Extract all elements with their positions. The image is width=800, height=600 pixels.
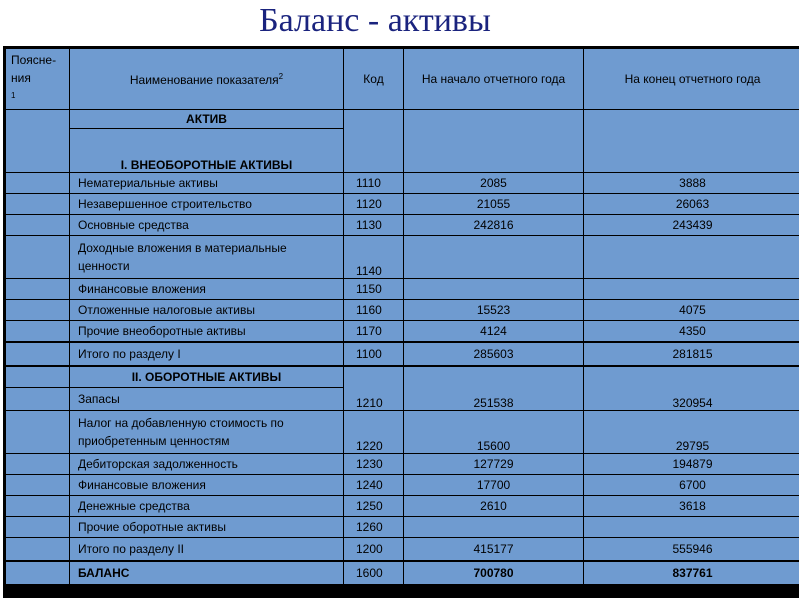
page-title: Баланс - активы — [259, 2, 491, 39]
table-row: Прочие оборотные активы 1260 — [6, 517, 800, 538]
section-asset: АКТИВ — [70, 110, 344, 129]
section-1-title: I. ВНЕОБОРОТНЫЕ АКТИВЫ — [70, 129, 344, 173]
table-row: Отложенные налоговые активы 1160 15523 4075 — [6, 300, 800, 321]
table-row: Нематериальные активы 1110 2085 3888 — [6, 173, 800, 194]
subtotal-row-2: Итого по разделу II 1200 415177 555946 — [6, 538, 800, 562]
balance-sheet-table — [3, 46, 799, 598]
table-row: Финансовые вложения 1150 — [6, 279, 800, 300]
header-end: На конец отчетного года — [584, 49, 800, 110]
header-start: На начало отчетного года — [404, 49, 584, 110]
section-row-2: II. ОБОРОТНЫЕ АКТИВЫ 1210 251538 320954 — [6, 366, 800, 388]
table-row: Налог на добавленную стоимость по приобретенным ценностям 1220 15600 29795 — [6, 411, 800, 454]
table-header — [6, 49, 800, 110]
table-row: Доходные вложения в материальные ценности 1140 — [6, 236, 800, 279]
header-code: Код — [344, 49, 404, 110]
table-row: Финансовые вложения 1240 17700 6700 — [6, 475, 800, 496]
table-row: Незавершенное строительство 1120 21055 26063 — [6, 194, 800, 215]
table-row: Дебиторская задолженность 1230 127729 194879 — [6, 454, 800, 475]
header-name: Наименование показателя$^2$ — [70, 49, 344, 110]
table-row: Прочие внеоборотные активы 1170 4124 4350 — [6, 321, 800, 343]
section-row-asset — [6, 110, 800, 129]
table-row: Основные средства 1130 242816 243439 — [6, 215, 800, 236]
table-row: Денежные средства 1250 2610 3618 — [6, 496, 800, 517]
table-row: Запасы — [6, 388, 800, 411]
total-row: БАЛАНС 1600 700780 837761 — [6, 561, 800, 585]
section-2-title: II. ОБОРОТНЫЕ АКТИВЫ — [70, 366, 344, 388]
subtotal-row-1: Итого по разделу I 1100 285603 281815 — [6, 342, 800, 366]
header-note: Поясне- ния $^1$ — [6, 49, 70, 110]
